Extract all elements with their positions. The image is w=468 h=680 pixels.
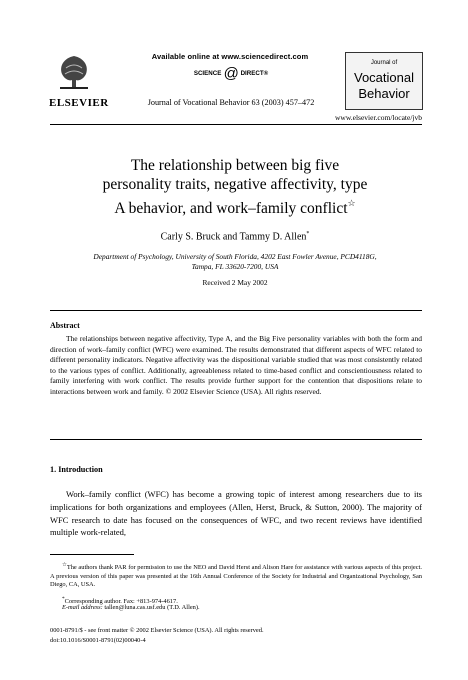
sd-right-text: DIRECT®	[240, 69, 269, 77]
footnote-corresponding-author: *Corresponding author. Fax: +813-974-4617.	[62, 596, 178, 606]
footnote-email	[50, 604, 422, 613]
journal-name-line2: Behavior	[358, 86, 410, 101]
title-line-1: The relationship between big five	[130, 157, 340, 174]
sd-at-symbol: @	[223, 64, 239, 82]
introduction-text: Work–family conflict (WFC) has become a growing topic of interest among researchers due to its implications for both organizations and employees (Allen, Herst, Bruck, & Sutton, 2000). The majority of WFC research to date has focused on the consequences of WFC, and two recent reviews have identified multiple work-related,	[50, 489, 422, 538]
title-footnote-mark[interactable]: ☆	[347, 198, 356, 208]
abstract-bottom-rule	[50, 439, 422, 440]
title-line-2: personality traits, negative affectivity, type	[102, 175, 368, 193]
doi-line[interactable]: doi:10.1016/S0001-8791(02)00040-4	[50, 637, 146, 644]
elsevier-tree-logo-icon	[56, 52, 92, 90]
author-footnote-mark[interactable]: *	[306, 231, 310, 237]
abstract-heading: Abstract	[50, 321, 80, 330]
available-online-text: Available online at www.sciencedirect.com	[151, 52, 309, 61]
sciencedirect-logo	[175, 66, 287, 80]
email-suffix: (T.D. Allen).	[167, 604, 200, 611]
publisher-name: ELSEVIER	[49, 97, 109, 109]
email-label: E-mail address:	[62, 604, 103, 611]
journal-of-text: Journal of	[370, 60, 398, 66]
sd-left-text: SCIENCE	[193, 69, 222, 77]
email-link[interactable]: tallen@luna.cas.usf.edu	[104, 604, 166, 611]
front-matter-line: 0001-8791/$ - see front matter © 2002 Elsevier Science (USA). All rights reserved.	[50, 627, 264, 634]
authors: Carly S. Bruck and Tammy D. Allen*	[160, 231, 310, 243]
abstract-copyright: © 2002 Elsevier Science (USA). All rights reserved.	[165, 386, 322, 396]
journal-citation: Journal of Vocational Behavior 63 (2003) 457–472	[147, 98, 315, 107]
abstract-top-rule	[50, 310, 422, 311]
journal-url[interactable]: www.elsevier.com/locate/jvb	[335, 113, 422, 122]
received-date: Received 2 May 2002	[202, 278, 268, 287]
abstract-body	[50, 334, 422, 397]
article-title	[40, 157, 430, 219]
affiliation: Department of Psychology, University of South Florida, 4202 East Fowler Avenue, PCD4118G, Tampa, FL 33620-7200, USA	[93, 252, 377, 271]
journal-name-line1: Vocational	[354, 70, 414, 85]
journal-cover-logo	[345, 52, 423, 110]
header-rule	[50, 124, 422, 125]
footnote-rule	[50, 554, 134, 555]
footnote-acknowledgment: ☆The authors thank PAR for permission to use the NEO and David Herst and Alison Hare for assistance with various aspects of this project. A previous version of this paper was presented at the 16th Annual Conference of the Society for Industrial and Organizational Psychology, San Diego, CA, USA.	[50, 562, 422, 589]
title-line-3: A behavior, and work–family conflict☆	[114, 198, 356, 217]
introduction-heading: 1. Introduction	[50, 465, 103, 474]
abstract-text: The relationships between negative affectivity, Type A, and the Big Five personality variables with both the form and direction of work–family conflict (WFC) were examined. The results demonstrated that different aspects of WFC related to different personality indicators. Negative affectivity was the dispositional variable studied that was most consistently related to the various types of conflict. Additionally, agreeableness related to time-based conflict and conscientiousness related to family interfering with work conflict. The results provide further support for the contention that dispositions relate to interactions between work and family.	[50, 334, 422, 396]
